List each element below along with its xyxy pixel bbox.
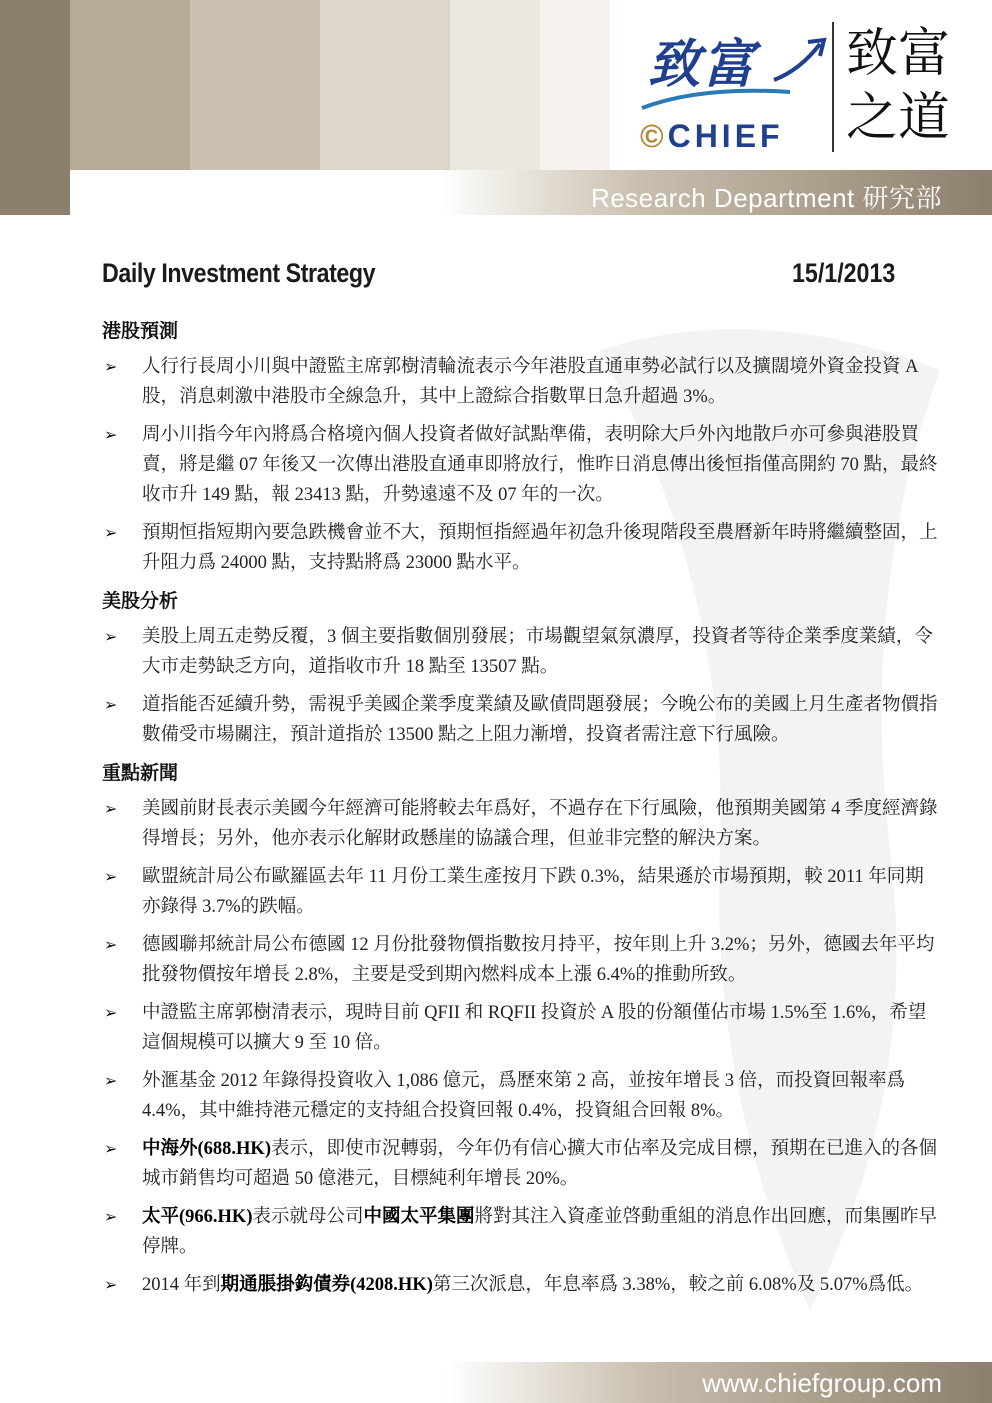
item-text: 表示就母公司 [252, 1207, 364, 1227]
arrow-bullet-icon: ➢ [104, 695, 118, 714]
report-content [102, 314, 942, 1308]
item-bold-text: 期通脹掛鈎債券(4208.HK) [220, 1275, 433, 1295]
item-text: 周小川指今年內將爲合格境內個人投資者做好試點準備，表明除大戶外內地散戶亦可參與港股買賣，將是繼 07 年後又一次傳出港股直通車即將放行，惟昨日消息傳出後恒指僅高開約 70 點，最終收市升 149 點，報 23413 點，升勢遠遠不及 07 年的一次。 [142, 425, 938, 505]
logo-chief-word: CHIEF [667, 118, 784, 154]
item-text: 美國前財長表示美國今年經濟可能將較去年爲好，不過存在下行風險，他預期美國第 4 季度經濟錄得增長；另外，他亦表示化解財政懸崖的協議合理，但並非完整的解決方案。 [142, 799, 938, 849]
section-heading: 重點新聞 [102, 762, 179, 784]
item-text: 2014 年到 [142, 1275, 221, 1295]
list-item [102, 1270, 942, 1300]
header-stripes [70, 0, 610, 170]
item-text: 表示，即使市況轉弱，今年仍有信心擴大市佔率及完成目標，預期在已進入的各個城市銷售均可超過 50 億港元，目標純利年增長 20%。 [142, 1139, 937, 1189]
list-item [102, 420, 942, 510]
list-item [102, 794, 942, 854]
item-text: 外滙基金 2012 年錄得投資收入 1,086 億元，爲歷來第 2 高，並按年增長 3 倍，而投資回報率爲 4.4%，其中維持港元穩定的支持組合投資回報 0.4%，投資組合回報 8%。 [142, 1071, 906, 1121]
item-text: 歐盟統計局公布歐羅區去年 11 月份工業生產按月下跌 0.3%，結果遜於市場預期，較 2011 年同期亦錄得 3.7%的跌幅。 [142, 867, 924, 917]
item-text: 美股上周五走勢反覆，3 個主要指數個別發展；市場觀望氣氛濃厚，投資者等待企業季度業績，令大市走勢缺乏方向，道指收市升 18 點至 13507 點。 [142, 627, 933, 677]
list-item [102, 518, 942, 578]
arrow-bullet-icon: ➢ [104, 1275, 118, 1294]
footer-url[interactable]: www.chiefgroup.com [702, 1368, 942, 1398]
item-bold-text: 太平(966.HK) [142, 1207, 253, 1227]
list-item [102, 1202, 942, 1262]
item-text: 預期恒指短期內要急跌機會並不大，預期恒指經過年初急升後現階段至農曆新年時將繼續整固，上升阻力爲 24000 點，支持點將爲 23000 點水平。 [142, 523, 938, 573]
arrow-bullet-icon: ➢ [104, 523, 118, 542]
arrow-bullet-icon: ➢ [104, 1207, 118, 1226]
arrow-bullet-icon: ➢ [104, 1003, 118, 1022]
logo-slogan-line1: 致富 [846, 24, 951, 84]
list-item [102, 690, 942, 750]
department-label: Research Department 研究部 [590, 183, 942, 213]
item-bold-text: 中海外(688.HK) [142, 1139, 271, 1159]
logo-swoosh-icon [640, 82, 830, 116]
arrow-bullet-icon: ➢ [104, 1139, 118, 1158]
logo-c-mark-icon: © [640, 118, 668, 154]
item-bold-text: 中國太平集團 [363, 1207, 475, 1227]
list-item [102, 1066, 942, 1126]
item-text: 第三次派息，年息率爲 3.38%，較之前 6.08%及 5.07%爲低。 [432, 1275, 924, 1295]
logo-chinese-text: 致富 [648, 34, 757, 95]
item-text: 將對其注入資產並啓動重組的消息作出回應，而集團昨早停牌。 [142, 1207, 938, 1257]
arrow-bullet-icon: ➢ [104, 425, 118, 444]
item-text: 中證監主席郭樹清表示，現時目前 QFII 和 RQFII 投資於 A 股的份額僅佔市場 1.5%至 1.6%，希望這個規模可以擴大 9 至 10 倍。 [142, 1003, 927, 1053]
item-text: 道指能否延續升勢，需視乎美國企業季度業績及歐債問題發展；今晚公布的美國上月生產者物價指數備受市場關注，預計道指於 13500 點之上阻力漸增，投資者需注意下行風險。 [142, 695, 938, 745]
page-title: Daily Investment Strategy [102, 258, 376, 288]
logo-divider [832, 22, 834, 152]
item-text: 人行行長周小川與中證監主席郭樹清輪流表示今年港股直通車勢必試行以及擴闊境外資金投資 A 股，消息刺激中港股市全線急升，其中上證綜合指數單日急升超過 3%。 [142, 357, 918, 407]
section-heading: 港股預測 [102, 320, 179, 342]
list-item [102, 622, 942, 682]
item-text: 德國聯邦統計局公布德國 12 月份批發物價指數按月持平，按年則上升 3.2%；另外，德國去年平均批發物價按年增長 2.8%，主要是受到期內燃料成本上漲 6.4%的推動所致。 [142, 935, 935, 985]
arrow-bullet-icon: ➢ [104, 799, 118, 818]
list-item [102, 998, 942, 1058]
list-item [102, 1134, 942, 1194]
company-logo [640, 22, 960, 162]
arrow-bullet-icon: ➢ [104, 1071, 118, 1090]
logo-slogan-line2: 之道 [846, 88, 951, 148]
section-heading: 美股分析 [102, 590, 179, 612]
report-date: 15/1/2013 [792, 258, 896, 288]
arrow-bullet-icon: ➢ [104, 627, 118, 646]
header-left-band [0, 0, 70, 215]
logo-english-text [640, 118, 784, 155]
list-item [102, 930, 942, 990]
arrow-bullet-icon: ➢ [104, 867, 118, 886]
list-item [102, 862, 942, 922]
arrow-bullet-icon: ➢ [104, 935, 118, 954]
logo-arrow-icon [770, 30, 830, 90]
logo-slogan [846, 22, 950, 150]
list-item [102, 352, 942, 412]
arrow-bullet-icon: ➢ [104, 357, 118, 376]
